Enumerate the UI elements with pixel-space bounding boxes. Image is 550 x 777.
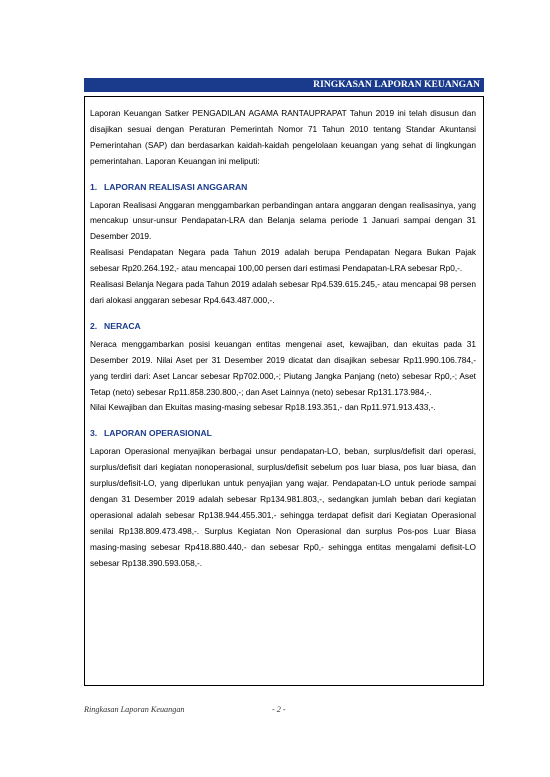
section-number: 1. <box>90 181 98 192</box>
section-title-lo <box>90 426 476 442</box>
lra-paragraph-2: Realisasi Pendapatan Negara pada Tahun 2019 adalah berupa Pendapatan Negara Bukan Pajak sebesar Rp20.264.192,- atau mencapai 100,00 persen dari estimasi Pendapatan-LRA sebesar Rp0,-. <box>90 247 476 274</box>
neraca-paragraph-2: Nilai Kewajiban dan Ekuitas masing-masing sebesar Rp18.193.351,- dan Rp11.971.913.433,-. <box>90 402 436 413</box>
section-number: 3. <box>90 428 98 439</box>
section-number: 2. <box>90 320 98 331</box>
section-title-neraca <box>90 319 476 335</box>
lra-paragraph-3: Realisasi Belanja Negara pada Tahun 2019 adalah sebesar Rp4.539.615.245,- atau mencapai 98 persen dari alokasi anggaran sebesar Rp4.643.487.000,-. <box>90 279 476 305</box>
footer-title: Ringkasan Laporan Keuangan <box>84 705 185 714</box>
header-title: RINGKASAN LAPORAN KEUANGAN <box>313 79 480 90</box>
page-header-bar <box>84 78 484 92</box>
lra-paragraph-1: Laporan Realisasi Anggaran menggambarkan perbandingan antara anggaran dengan realisasinya, yang mencakup unsur-unsur Pendapatan-LRA dan Belanja selama periode 1 Januari sampai dengan 31 Desember 2019. <box>90 199 476 242</box>
section-title-text: NERACA <box>104 320 141 331</box>
intro-paragraph: Laporan Keuangan Satker PENGADILAN AGAMA RANTAUPRAPAT Tahun 2019 ini telah disusun dan disajikan sesuai dengan Peraturan Pemerintah Nomor 71 Tahun 2010 tentang Standar Akuntansi Pemerintahan (SAP) dan berdasarkan kaidah-kaidah pengelolaan keuangan yang sehat di lingkungan pemerintahan. Laporan Keuangan ini meliputi: <box>90 108 476 166</box>
content-box <box>84 96 484 686</box>
section-title-lra <box>90 180 476 196</box>
lo-paragraph-1: Laporan Operasional menyajikan berbagai unsur pendapatan-LO, beban, surplus/defisit dari operasi, surplus/defisit dari kegiatan nonoperasional, surplus/defisit sebelum pos luar biasa, pos luar biasa, dan surplus/defisit-LO, yang diperlukan untuk penyajian yang wajar. Pendapatan-LO untuk periode sampai dengan 31 Desember 2019 adalah sebesar Rp134.981.803,-, sedangkan jumlah beban dari kegiatan operasional adalah sebesar Rp138.944.455.301,- sehingga terdapat defisit dari Kegiatan Operasional senilai Rp138.809.473.498,-. Surplus Kegiatan Non Operasional dan surplus Pos-pos Luar Biasa masing-masing sebesar Rp418.880.440,- dan sebesar Rp0,- sehingga entitas mengalami defisit-LO sebesar Rp138.390.593.058,-. <box>90 446 476 568</box>
section-title-text: LAPORAN OPERASIONAL <box>104 428 212 439</box>
page-number: - 2 - <box>272 705 286 714</box>
section-title-text: LAPORAN REALISASI ANGGARAN <box>104 181 248 192</box>
neraca-paragraph-1: Neraca menggambarkan posisi keuangan entitas mengenai aset, kewajiban, dan ekuitas pada 31 Desember 2019. Nilai Aset per 31 Desember 2019 dicatat dan disajikan sebesar Rp11.990.106.784,- yang terdiri dari: Aset Lancar sebesar Rp702.000,-; Piutang Jangka Panjang (neto) sebesar Rp0,-; Aset Tetap (neto) sebesar Rp11.858.230.800,-; dan Aset Lainnya (neto) sebesar Rp131.173.984,-. <box>90 338 476 397</box>
